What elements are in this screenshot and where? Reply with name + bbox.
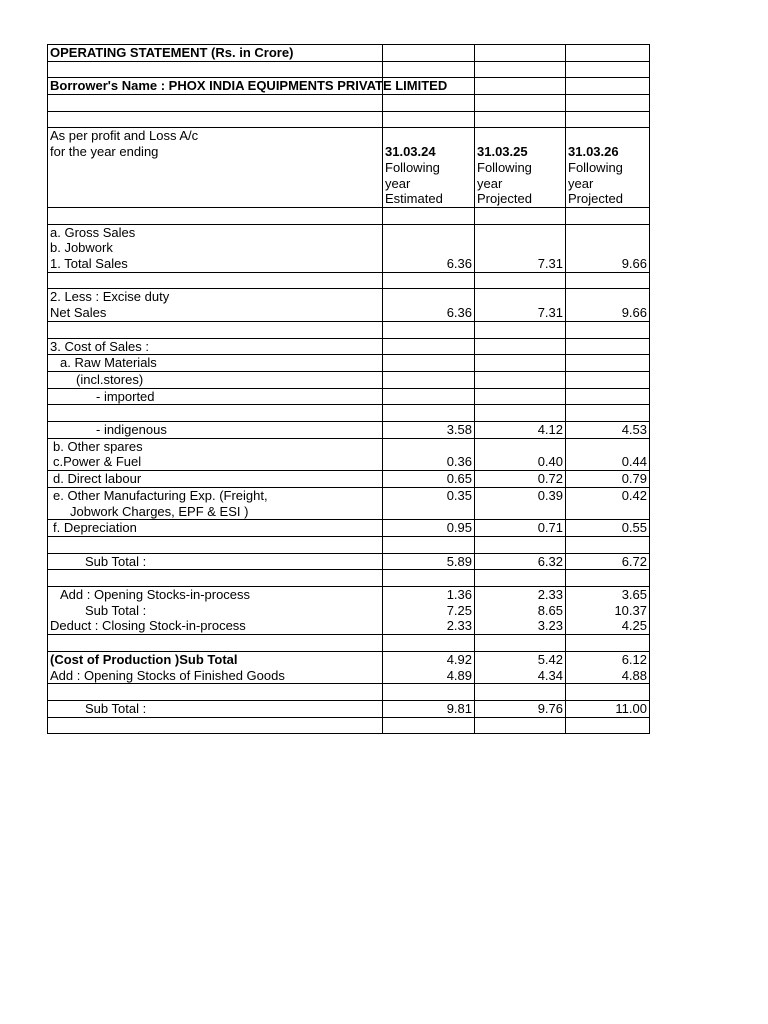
table-row	[48, 618, 650, 634]
header-line1: As per profit and Loss A/c	[48, 128, 383, 144]
cell-value: 0.40	[475, 454, 566, 470]
cell-value: 4.88	[566, 668, 650, 684]
col-date: 31.03.24	[383, 144, 475, 160]
cell-value: 4.34	[475, 668, 566, 684]
table-row	[48, 305, 650, 321]
cell-value: 4.89	[383, 668, 475, 684]
cell-value: 7.31	[475, 305, 566, 321]
table-row	[48, 700, 650, 717]
row-label: a. Raw Materials	[48, 355, 383, 372]
cell-value: 0.65	[383, 471, 475, 488]
table-row	[48, 438, 650, 454]
cell-value: 0.55	[566, 520, 650, 537]
cell-value: 6.32	[475, 553, 566, 570]
header-row	[48, 144, 650, 160]
cell-value: 2.33	[475, 587, 566, 603]
table-row	[48, 487, 650, 503]
col-sub: Following	[383, 160, 475, 176]
table-row	[48, 553, 650, 570]
row-label: Sub Total :	[48, 700, 383, 717]
row-label: d. Direct labour	[48, 471, 383, 488]
col-sub: Estimated	[383, 191, 475, 207]
cell-value: 6.12	[566, 651, 650, 667]
cell-value: 6.72	[566, 553, 650, 570]
cell-value: 11.00	[566, 700, 650, 717]
cell-value: 4.92	[383, 651, 475, 667]
row-label: (Cost of Production )Sub Total	[48, 651, 383, 667]
col-sub: Following	[475, 160, 566, 176]
table-row	[48, 603, 650, 619]
row-label: Jobwork Charges, EPF & ESI )	[48, 504, 383, 520]
col-sub: Projected	[566, 191, 650, 207]
col-date: 31.03.26	[566, 144, 650, 160]
operating-statement-table	[47, 44, 650, 734]
table-row	[48, 240, 650, 256]
col-sub: year	[383, 176, 475, 192]
cell-value: 0.36	[383, 454, 475, 470]
row-label: Net Sales	[48, 305, 383, 321]
row-label: a. Gross Sales	[48, 224, 383, 240]
table-row	[48, 587, 650, 603]
cell-value: 4.12	[475, 422, 566, 439]
cell-value: 0.79	[566, 471, 650, 488]
header-row	[48, 176, 650, 192]
col-sub: Projected	[475, 191, 566, 207]
table-row	[48, 651, 650, 667]
cell-value: 0.71	[475, 520, 566, 537]
cell-value: 5.42	[475, 651, 566, 667]
table-row	[48, 471, 650, 488]
table-row	[48, 355, 650, 372]
cell-value: 1.36	[383, 587, 475, 603]
cell-value: 7.25	[383, 603, 475, 619]
cell-value: 0.95	[383, 520, 475, 537]
cell-value: 3.65	[566, 587, 650, 603]
cell-value: 0.35	[383, 487, 475, 503]
cell-value: 3.58	[383, 422, 475, 439]
cell-value: 9.81	[383, 700, 475, 717]
cell-value: 9.66	[566, 256, 650, 272]
col-date: 31.03.25	[475, 144, 566, 160]
row-label: 3. Cost of Sales :	[48, 338, 383, 355]
table-row	[48, 504, 650, 520]
cell-value: 2.33	[383, 618, 475, 634]
table-row	[48, 388, 650, 405]
row-label: (incl.stores)	[48, 371, 383, 388]
col-sub: year	[475, 176, 566, 192]
title-row	[48, 45, 650, 62]
cell-value: 7.31	[475, 256, 566, 272]
table-row	[48, 289, 650, 305]
header-line2: for the year ending	[48, 144, 383, 160]
cell-value: 9.66	[566, 305, 650, 321]
header-row	[48, 128, 650, 144]
cell-value: 4.53	[566, 422, 650, 439]
table-row	[48, 454, 650, 470]
cell-value: 9.76	[475, 700, 566, 717]
table-row	[48, 422, 650, 439]
header-row	[48, 191, 650, 207]
cell-value: 5.89	[383, 553, 475, 570]
table-row	[48, 371, 650, 388]
cell-value: 0.42	[566, 487, 650, 503]
row-label: 1. Total Sales	[48, 256, 383, 272]
table-row	[48, 338, 650, 355]
cell-value: 8.65	[475, 603, 566, 619]
table-row	[48, 520, 650, 537]
row-label: - imported	[48, 388, 383, 405]
statement-title: OPERATING STATEMENT (Rs. in Crore)	[48, 45, 383, 62]
cell-value: 6.36	[383, 305, 475, 321]
header-row	[48, 160, 650, 176]
row-label: c.Power & Fuel	[48, 454, 383, 470]
cell-value: 6.36	[383, 256, 475, 272]
cell-value: 10.37	[566, 603, 650, 619]
col-sub: Following	[566, 160, 650, 176]
row-label: Sub Total :	[48, 553, 383, 570]
table-row	[48, 668, 650, 684]
cell-value: 0.39	[475, 487, 566, 503]
table-row	[48, 224, 650, 240]
borrower-row	[48, 78, 650, 95]
cell-value: 0.72	[475, 471, 566, 488]
row-label: Add : Opening Stocks of Finished Goods	[48, 668, 383, 684]
row-label: Sub Total :	[48, 603, 383, 619]
row-label: 2. Less : Excise duty	[48, 289, 383, 305]
row-label: b. Jobwork	[48, 240, 383, 256]
col-sub: year	[566, 176, 650, 192]
cell-value: 4.25	[566, 618, 650, 634]
row-label: Add : Opening Stocks-in-process	[48, 587, 383, 603]
cell-value: 0.44	[566, 454, 650, 470]
cell-value: 3.23	[475, 618, 566, 634]
row-label: b. Other spares	[48, 438, 383, 454]
row-label: Deduct : Closing Stock-in-process	[48, 618, 383, 634]
table-row	[48, 256, 650, 272]
row-label: - indigenous	[48, 422, 383, 439]
borrower-name: Borrower's Name : PHOX INDIA EQUIPMENTS PRIVATE LIMITED	[48, 78, 383, 95]
row-label: e. Other Manufacturing Exp. (Freight,	[48, 487, 383, 503]
row-label: f. Depreciation	[48, 520, 383, 537]
